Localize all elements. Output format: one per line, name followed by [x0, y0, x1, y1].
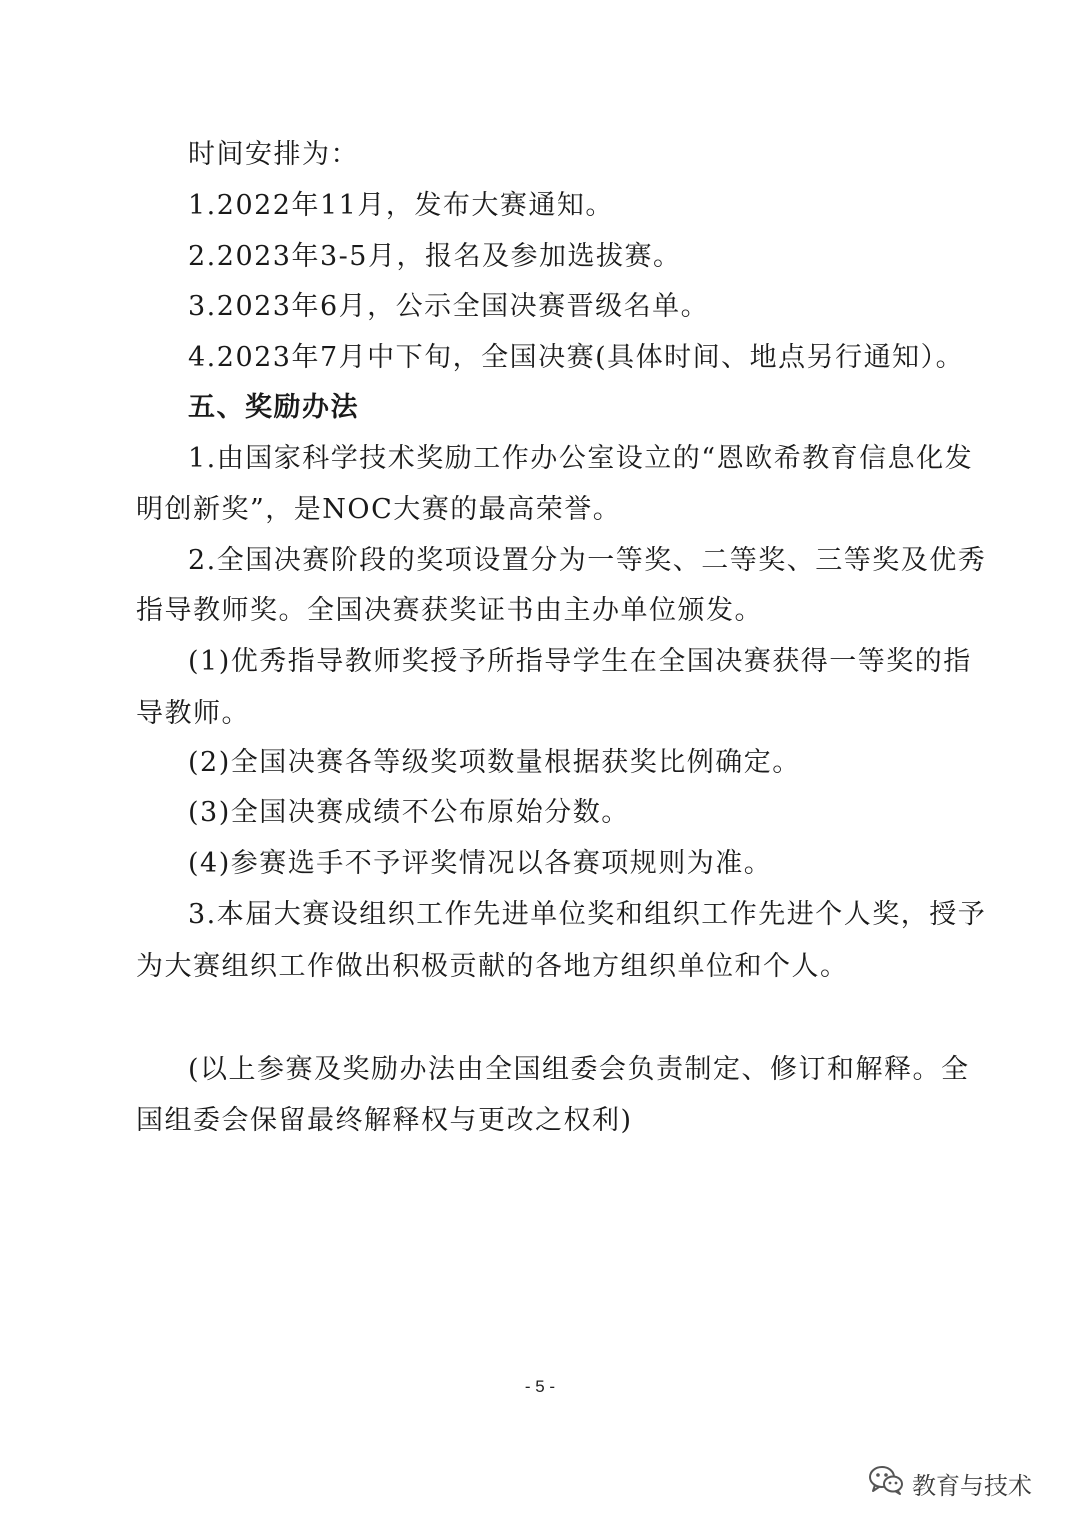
awards-paragraph-1-line-1: 1.由国家科学技术奖励工作办公室设立的“恩欧希教育信息化发	[188, 443, 974, 474]
awards-paragraph-2-line-1: 2.全国决赛阶段的奖项设置分为一等奖、二等奖、三等奖及优秀	[188, 545, 987, 576]
schedule-item-2: 2.2023年3-5月，报名及参加选拔赛。	[188, 241, 682, 272]
wechat-icon	[868, 1464, 904, 1502]
awards-sub-1-line-1: (1)优秀指导教师奖授予所指导学生在全国决赛获得一等奖的指	[188, 646, 972, 677]
section-heading-awards: 五、奖励办法	[188, 392, 359, 423]
schedule-item-4: 4.2023年7月中下旬，全国决赛(具体时间、地点另行通知）。	[188, 342, 965, 373]
awards-sub-4: (4)参赛选手不予评奖情况以各赛项规则为准。	[188, 848, 773, 879]
awards-sub-2: (2)全国决赛各等级奖项数量根据获奖比例确定。	[188, 747, 801, 778]
awards-sub-3: (3)全国决赛成绩不公布原始分数。	[188, 797, 630, 828]
note-line-2: 国组委会保留最终解释权与更改之权利)	[136, 1105, 633, 1136]
schedule-item-1: 1.2022年11月，发布大赛通知。	[188, 190, 614, 221]
schedule-item-3: 3.2023年6月，公示全国决赛晋级名单。	[188, 291, 710, 322]
page-number: - 5 -	[524, 1377, 556, 1396]
awards-paragraph-3-line-2: 为大赛组织工作做出积极贡献的各地方组织单位和个人。	[136, 951, 849, 982]
awards-paragraph-2-line-2: 指导教师奖。全国决赛获奖证书由主办单位颁发。	[136, 595, 763, 626]
watermark	[868, 1463, 1032, 1503]
awards-sub-1-line-2: 导教师。	[136, 698, 250, 729]
watermark-text: 教育与技术	[912, 1471, 1032, 1500]
schedule-intro: 时间安排为：	[188, 139, 359, 170]
note-line-1: (以上参赛及奖励办法由全国组委会负责制定、修订和解释。全	[188, 1054, 970, 1085]
awards-paragraph-3-line-1: 3.本届大赛设组织工作先进单位奖和组织工作先进个人奖，授予	[188, 899, 987, 930]
awards-paragraph-1-line-2: 明创新奖”，是NOC大赛的最高荣誉。	[136, 494, 622, 525]
